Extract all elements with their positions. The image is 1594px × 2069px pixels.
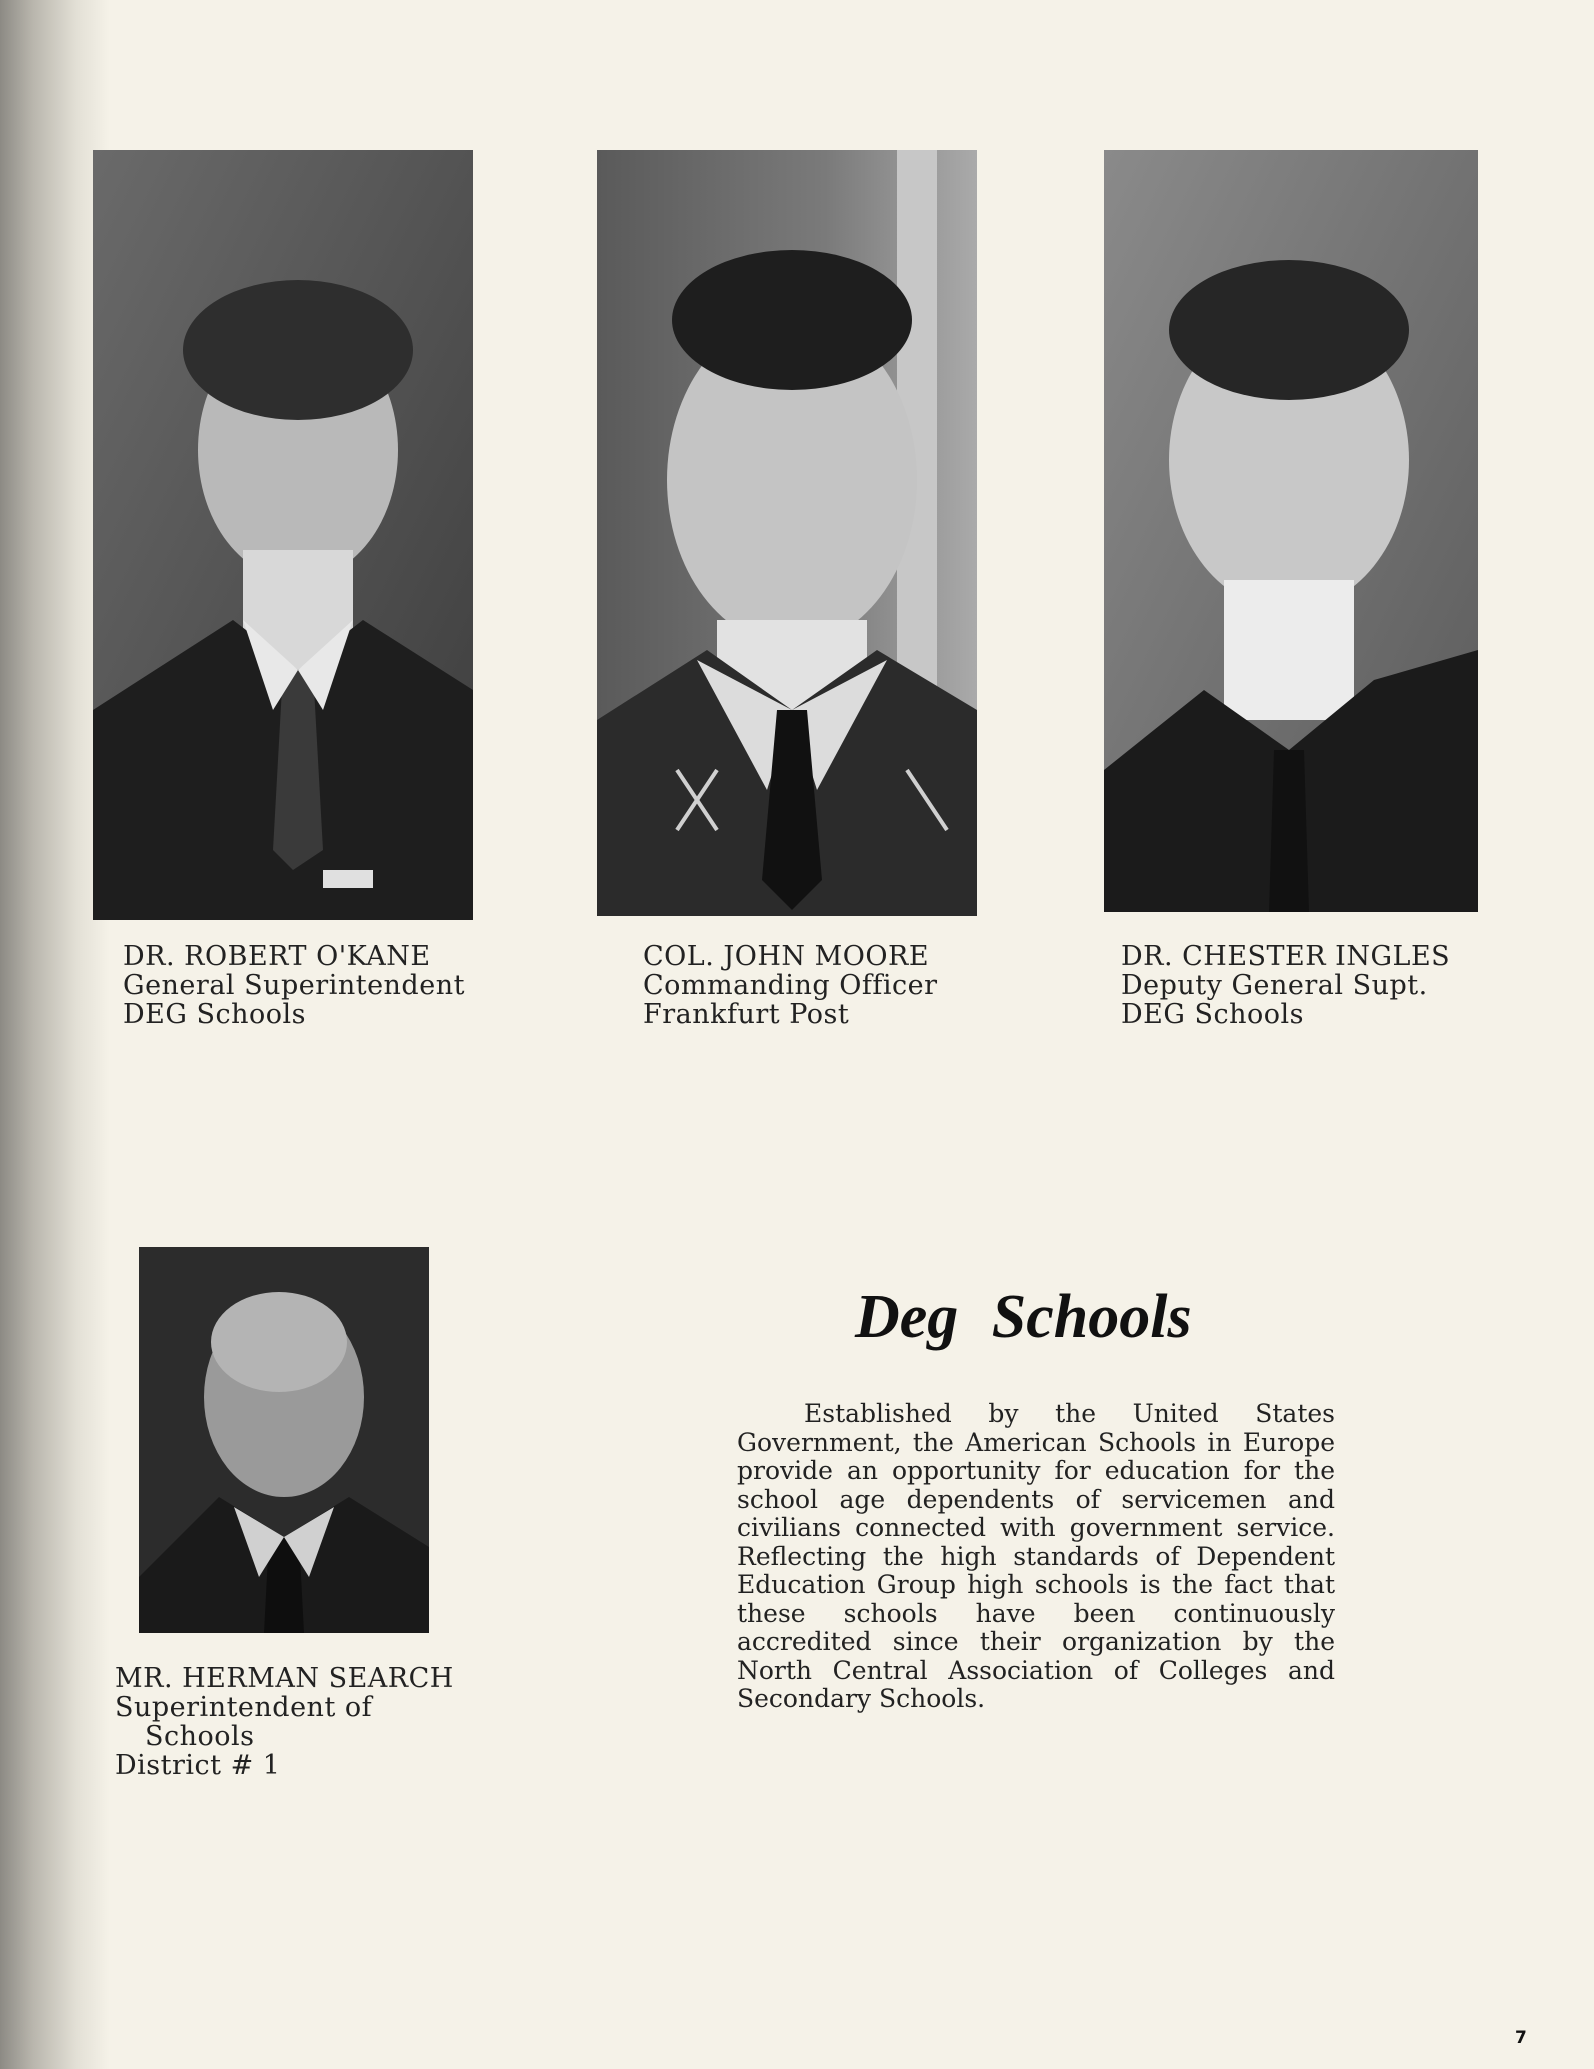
section-title: Deg Schools	[855, 1283, 1192, 1351]
caption-org: DEG Schools	[1121, 999, 1305, 1030]
portrait-photo-robert-okane	[93, 150, 473, 920]
caption-herman-search	[115, 1664, 454, 1780]
portrait-photo-herman-search	[139, 1247, 429, 1633]
caption-org: DEG Schools	[123, 999, 307, 1030]
caption-name: MR. HERMAN SEARCH	[115, 1663, 454, 1694]
caption-name: COL. JOHN MOORE	[643, 941, 930, 972]
caption-role: Commanding Officer	[643, 970, 938, 1001]
caption-chester-ingles	[1121, 942, 1450, 1029]
caption-robert-okane	[123, 942, 465, 1029]
portrait-photo-john-moore	[597, 150, 977, 916]
caption-org: Frankfurt Post	[643, 999, 850, 1030]
caption-role: Superintendent of	[115, 1692, 373, 1723]
caption-role: Deputy General Supt.	[1121, 970, 1428, 1001]
caption-name: DR. CHESTER INGLES	[1121, 941, 1451, 972]
portrait-photo-chester-ingles	[1104, 150, 1478, 912]
caption-john-moore	[643, 942, 938, 1029]
caption-org: District # 1	[115, 1750, 281, 1781]
caption-role-continued: Schools	[145, 1721, 255, 1752]
caption-role: General Superintendent	[123, 970, 465, 1001]
caption-name: DR. ROBERT O'KANE	[123, 941, 431, 972]
section-body-text: Established by the United States Government, the American Schools in Europe provide an opportunity for education for the school age dependents of servicemen and civilians connected with government service. Reflecting the high standards of Dependent Education Group high schools is the fact that these schools have been continuously accredited since their organization by the North Central Association of Colleges and Secondary Schools.	[737, 1399, 1335, 1713]
page-number: 7	[1515, 2028, 1527, 2048]
